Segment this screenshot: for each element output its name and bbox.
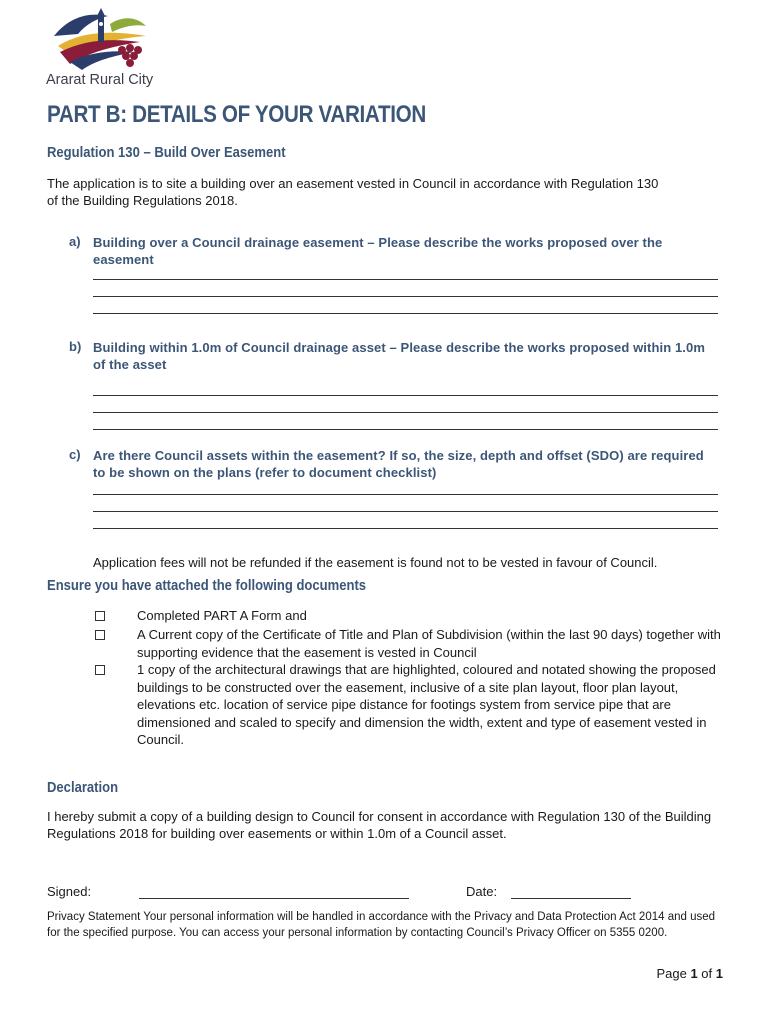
checkbox[interactable] [95, 630, 105, 640]
question-b-label: b) [69, 339, 82, 354]
question-c-label: c) [69, 447, 81, 462]
fee-note: Application fees will not be refunded if the easement is found not to be vested in favour of Council. [93, 555, 658, 570]
question-a-text: Building over a Council drainage easement – Please describe the works proposed over the easement [93, 235, 663, 267]
council-logo-icon [50, 6, 150, 74]
council-logo [44, 6, 174, 92]
date-field[interactable] [511, 898, 631, 899]
section-subtitle: Regulation 130 – Build Over Easement [47, 145, 286, 161]
page-total: 1 [715, 966, 723, 981]
answer-line[interactable] [93, 429, 718, 430]
checkbox[interactable] [95, 611, 105, 621]
date-label: Date: [466, 884, 498, 899]
answer-line[interactable] [93, 494, 718, 495]
documents-heading: Ensure you have attached the following documents [47, 578, 367, 594]
declaration-heading: Declaration [47, 780, 119, 796]
checklist-item: 1 copy of the architectural drawings that are highlighted, coloured and notated showing the proposed buildings to be constructed over the easement, inclusive of a site plan layout, floor plan layout, elevations etc. location of service pipe distance for footings system from service pipe that are dimensioned and scaled to specify and dimension the width, extent and type of easement vested in Council. [137, 662, 716, 747]
answer-line[interactable] [93, 279, 718, 280]
answer-line[interactable] [93, 528, 718, 529]
page-title: PART B: DETAILS OF YOUR VARIATION [47, 101, 426, 128]
page-of: of [701, 966, 713, 981]
declaration-text: I hereby submit a copy of a building design to Council for consent in accordance with Regulation 130 of the Building Regulations 2018 for building over easements or within 1.0m of a Council asset. [47, 809, 712, 841]
checklist-item: Completed PART A Form and [137, 608, 307, 623]
signature-field[interactable] [139, 898, 409, 899]
intro-line-2: of the Building Regulations 2018. [47, 193, 238, 208]
answer-line[interactable] [93, 395, 718, 396]
question-c-text: Are there Council assets within the easement? If so, the size, depth and offset (SDO) are required to be shown on the plans (refer to document checklist) [93, 448, 704, 480]
answer-line[interactable] [93, 296, 718, 297]
intro-line-1: The application is to site a building over an easement vested in Council in accordance with Regulation 130 [47, 176, 659, 191]
answer-line[interactable] [93, 313, 718, 314]
checkbox[interactable] [95, 665, 105, 675]
page-prefix: Page [656, 966, 687, 981]
question-b-text: Building within 1.0m of Council drainage asset – Please describe the works proposed within 1.0m of the asset [93, 340, 705, 372]
page-number [656, 966, 723, 981]
answer-line[interactable] [93, 412, 718, 413]
signed-label: Signed: [47, 884, 92, 899]
privacy-statement: Privacy Statement Your personal information will be handled in accordance with the Privacy and Data Protection Act 2014 and used for the specified purpose. You can access your personal information by contacting Council’s Privacy Officer on 5355 0200. [47, 911, 716, 939]
page-current: 1 [690, 966, 698, 981]
question-a-label: a) [69, 234, 81, 249]
org-name: Ararat Rural City [46, 72, 154, 88]
checklist-item: A Current copy of the Certificate of Title and Plan of Subdivision (within the last 90 days) together with supporting evidence that the easement is vested in Council [137, 627, 721, 660]
answer-line[interactable] [93, 511, 718, 512]
